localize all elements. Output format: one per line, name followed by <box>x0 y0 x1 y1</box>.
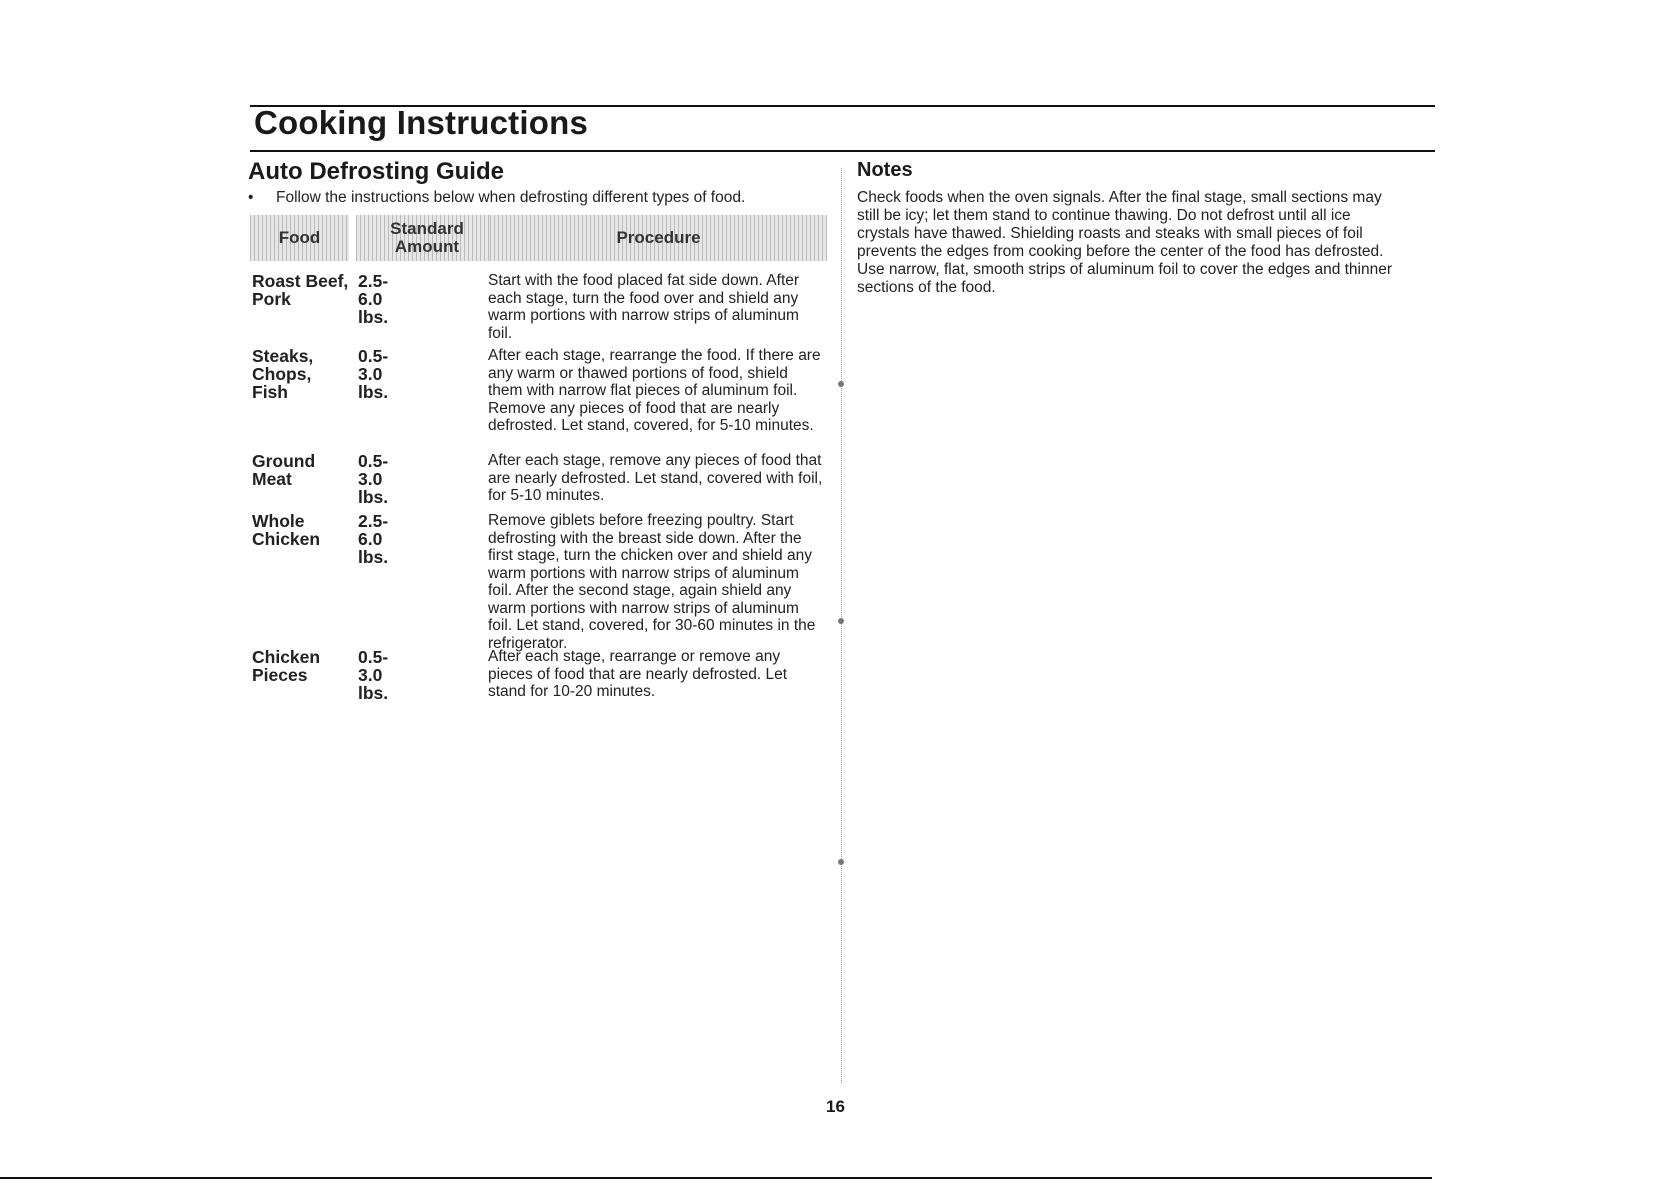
title-rule <box>250 150 1435 152</box>
intro-text <box>248 189 745 207</box>
procedure-cell: Start with the food placed fat side down. After each stage, turn the food over and shield any warm portions with narrow strips of aluminum foil. <box>488 272 800 342</box>
header-amount: Standard Amount <box>356 215 498 261</box>
bullet-icon: • <box>248 189 254 206</box>
procedure-cell: After each stage, remove any pieces of food that are nearly defrosted. Let stand, covered with foil, for 5-10 minutes. <box>488 452 823 504</box>
column-divider <box>841 168 843 1083</box>
header-procedure: Procedure <box>490 215 827 261</box>
food-cell: Steaks, Chops, Fish <box>252 346 314 402</box>
section-title: Auto Defrosting Guide <box>248 158 504 185</box>
page-title: Cooking Instructions <box>254 104 588 141</box>
amount-cell: 2.5-6.0 lbs. <box>358 511 389 567</box>
food-cell: Chicken Pieces <box>252 647 321 685</box>
notes-title: Notes <box>857 159 913 181</box>
binding-hole-marker <box>838 381 844 387</box>
food-cell: Roast Beef, Pork <box>252 271 349 309</box>
notes-body: Check foods when the oven signals. After the final stage, small sections may still be icy; let them stand to continue thawing. Do not defrost until all ice crystals have thawed. Shielding roasts and steaks with small pieces of foil prevents the edges from cooking before the center of the food has defrosted. Use narrow, flat, smooth strips of aluminum foil to cover the edges and thinner sections of the food. <box>857 189 1393 296</box>
food-cell: Ground Meat <box>252 451 316 489</box>
amount-cell: 0.5-3.0 lbs. <box>358 346 389 402</box>
food-cell: Whole Chicken <box>252 511 321 549</box>
amount-cell: 2.5-6.0 lbs. <box>358 271 389 327</box>
header-food: Food <box>250 215 349 261</box>
amount-cell: 0.5-3.0 lbs. <box>358 451 389 507</box>
bottom-rule <box>0 1177 1432 1179</box>
procedure-cell: After each stage, rearrange or remove any pieces of food that are nearly defrosted. Let stand for 10-20 minutes. <box>488 648 787 700</box>
procedure-cell: After each stage, rearrange the food. If there are any warm or thawed portions of food, shield them with narrow flat pieces of aluminum foil. Remove any pieces of food that are nearly defrosted. Let stand, covered, for 5-10 minutes. <box>488 347 821 434</box>
amount-cell: 0.5-3.0 lbs. <box>358 647 389 703</box>
procedure-cell: Remove giblets before freezing poultry. Start defrosting with the breast side down. After the first stage, turn the chicken over and shield any warm portions with narrow strips of aluminum foil. After the second stage, again shield any warm portions with narrow strips of aluminum foil. Let stand, covered, for 30-60 minutes in the refrigerator. <box>488 512 816 652</box>
intro-label: Follow the instructions below when defrosting different types of food. <box>276 189 746 206</box>
binding-hole-marker <box>838 859 844 865</box>
binding-hole-marker <box>838 618 844 624</box>
page-number: 16 <box>826 1097 845 1116</box>
